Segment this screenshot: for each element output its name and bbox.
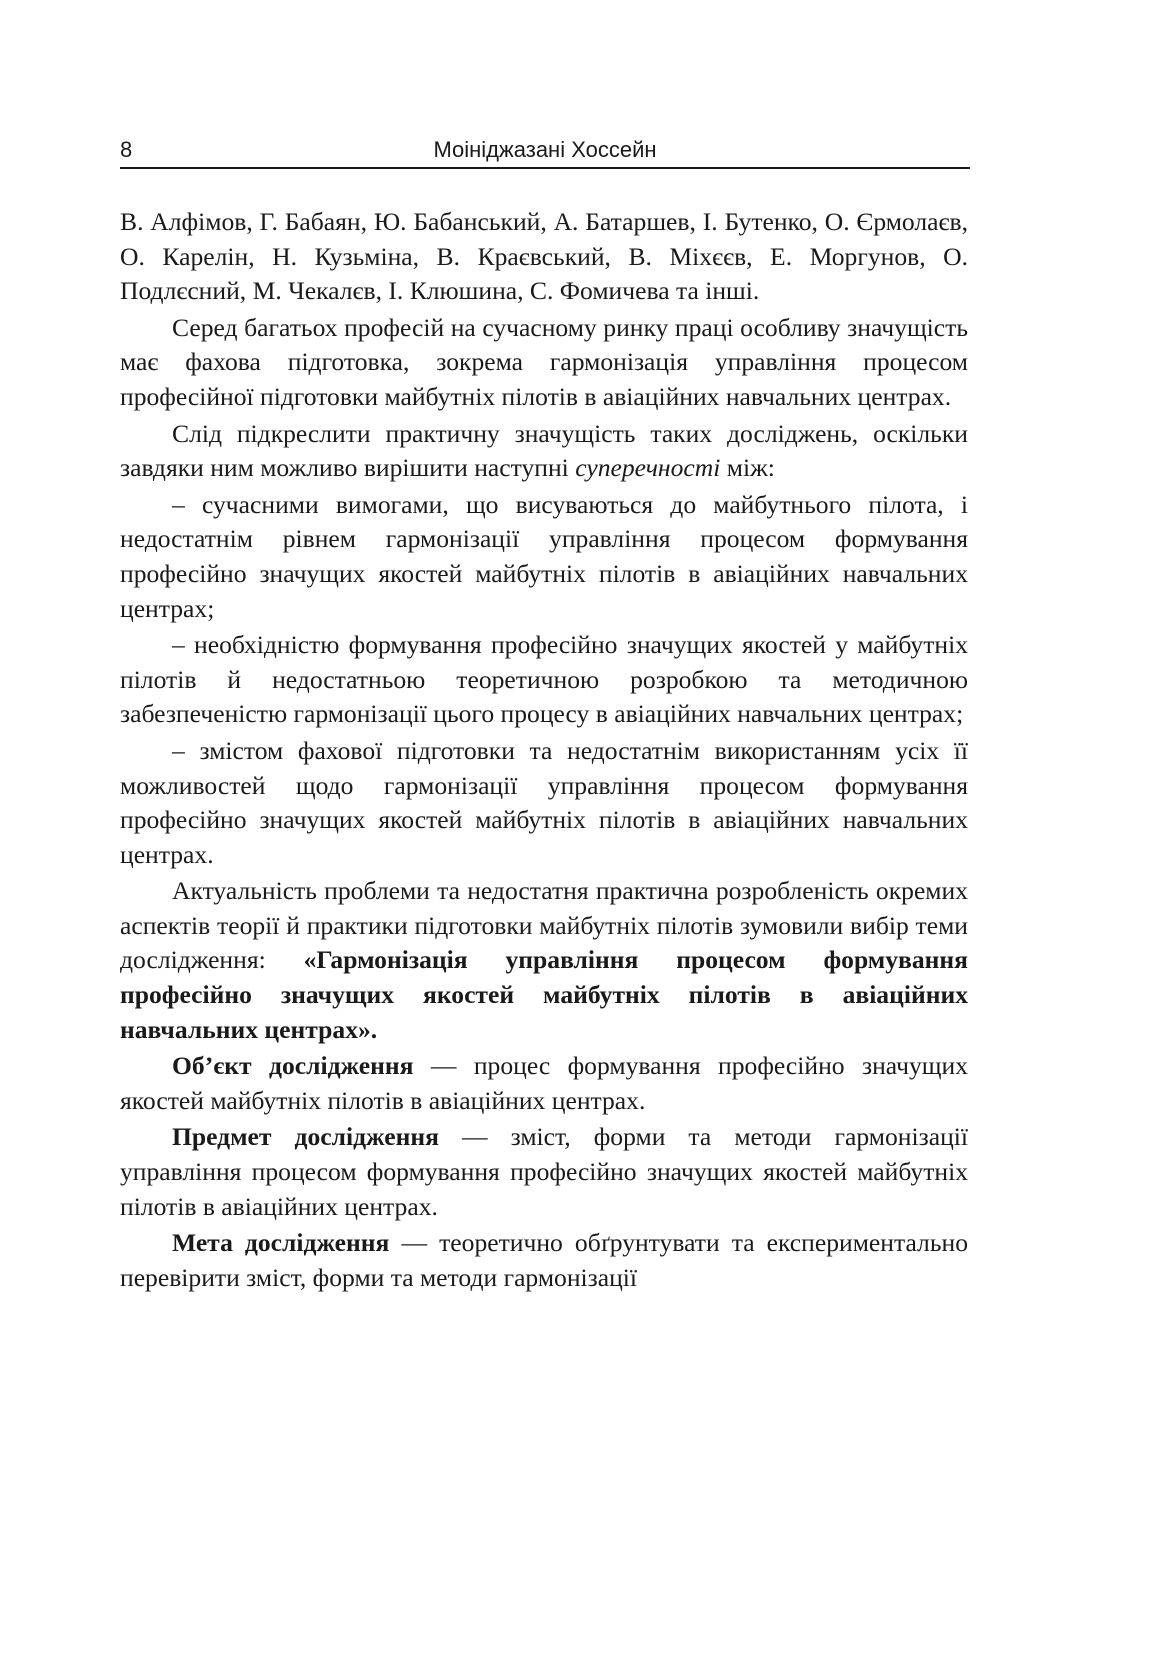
contradictions-term: суперечності xyxy=(575,453,721,483)
object-text: — процес формування професійно значущих якостей майбутніх пілотів в авіаційних центрах. xyxy=(120,1051,968,1115)
paragraph-authors-text: В. Алфімов, Г. Бабаян, Ю. Бабанський, А. Батаршев, І. Бутенко, О. Єрмолаєв, О. Карелін, Н. Кузьміна, В. Краєвський, В. Міхєєв, Е. Моргунов, О. Подлєсний, М. Чекалєв, І. Клюшина, С. Фомичева та інші. xyxy=(120,207,968,306)
body-text xyxy=(120,205,968,1295)
subject-text: — зміст, форми та методи гармонізації управління процесом формування професійно значущих якостей майбутніх пілотів в авіаційних центрах. xyxy=(120,1122,968,1221)
object-label: Об’єкт дослідження xyxy=(172,1051,414,1081)
paragraph-contradictions xyxy=(120,417,968,486)
research-topic-title: «Гармонізація управління процесом формування професійно значущих якостей майбутніх пілотів в авіаційних навчальних центрах». xyxy=(120,945,968,1044)
running-title: Моініджазані Хоссейн xyxy=(433,137,657,162)
list-item-contradiction-1 xyxy=(120,488,968,626)
paragraph-goal xyxy=(120,1226,968,1295)
page-number: 8 xyxy=(120,137,133,162)
list-item-contradiction-2 xyxy=(120,628,968,732)
paragraph-contradictions-text: Слід підкреслити практичну значущість таких досліджень, оскільки завдяки ним можливо вирішити наступні xyxy=(120,418,968,483)
paragraph-subject xyxy=(120,1120,968,1224)
goal-text: — теоретично обґрунтувати та експериментально перевірити зміст, форми та методи гармонізації xyxy=(120,1228,968,1292)
list-item-contradiction-3 xyxy=(120,734,968,872)
page-header xyxy=(120,137,970,167)
paragraph-authors xyxy=(120,205,968,309)
header-rule xyxy=(120,167,970,169)
list-item-text: – змістом фахової підготовки та недостатнім використанням усіх її можливостей щодо гармонізації управління процесом формування професійно значущих якостей майбутніх пілотів в авіаційних навчальних центрах. xyxy=(120,735,968,869)
paragraph-intro-text: Серед багатьох професій на сучасному ринку праці особливу значущість має фахова підготовка, зокрема гармонізація управління процесом професійної підготовки майбутніх пілотів в авіаційних навчальних центрах. xyxy=(120,312,968,411)
paragraph-contradictions-tail: між: xyxy=(720,453,775,483)
subject-label: Предмет дослідження xyxy=(172,1122,439,1152)
list-item-text: – сучасними вимогами, що висуваються до майбутнього пілота, і недостатнім рівнем гармонізації управління процесом формування професійно значущих якостей майбутніх пілотів в авіаційних навчальних центрах; xyxy=(120,489,968,623)
goal-label: Мета дослідження xyxy=(172,1228,390,1258)
paragraph-object xyxy=(120,1049,968,1118)
list-item-text: – необхідністю формування професійно значущих якостей у майбутніх пілотів й недостатньою теоретичною розробкою та методичною забезпеченістю гармонізації цього процесу в авіаційних навчальних центрах; xyxy=(120,630,968,729)
paragraph-intro xyxy=(120,311,968,415)
paragraph-topic-text: Актуальність проблеми та недостатня практична розробленість окремих аспектів теорії й практики підготовки майбутніх пілотів зумовили вибір теми дослідження: xyxy=(120,876,968,975)
paragraph-topic xyxy=(120,874,968,1047)
